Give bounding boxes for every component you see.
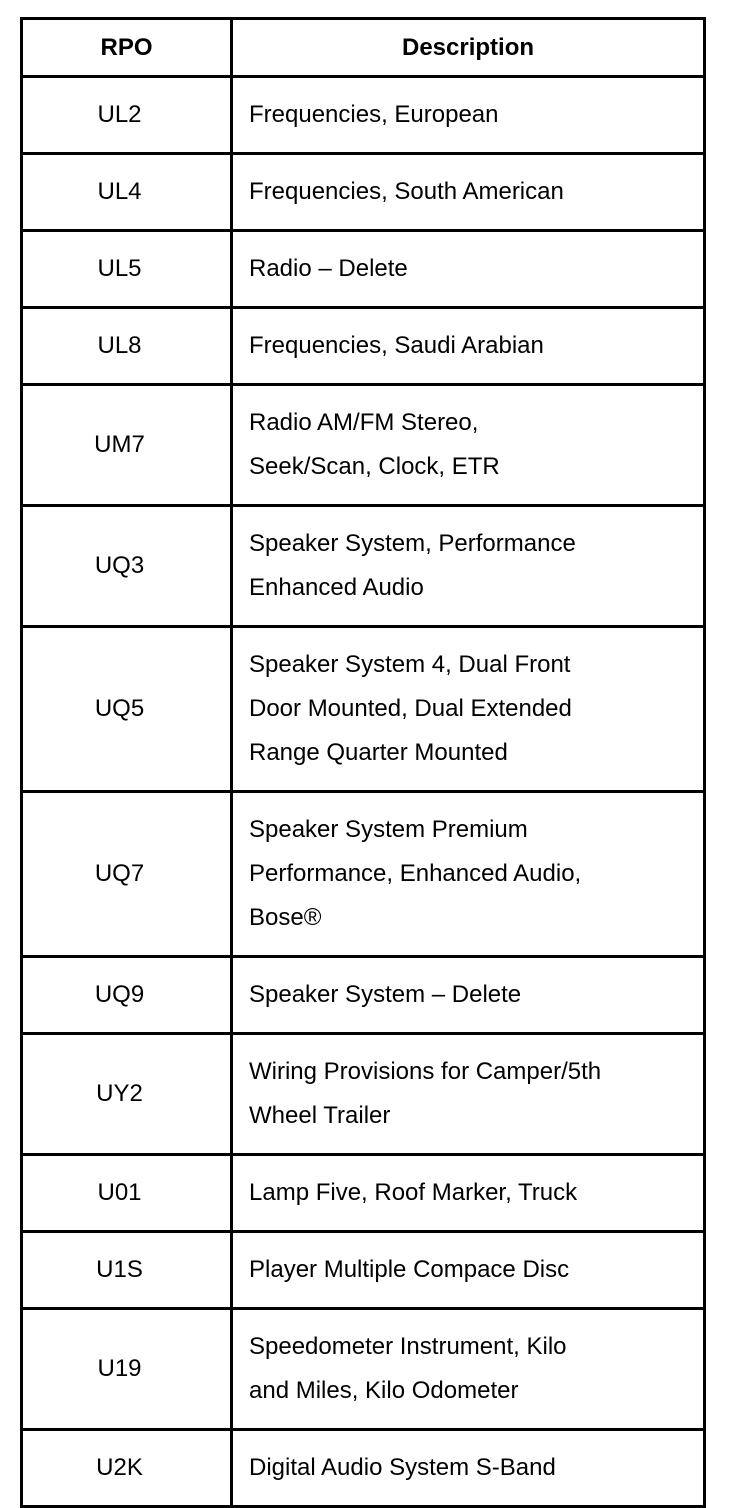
description-line: Radio – Delete <box>249 255 408 282</box>
description-line: Range Quarter Mounted <box>249 739 508 766</box>
description-line: Speaker System Premium <box>249 816 528 843</box>
description-cell <box>232 792 705 957</box>
description-line: Digital Audio System S-Band <box>249 1454 556 1481</box>
description-line: Door Mounted, Dual Extended <box>249 695 572 722</box>
rpo-code-cell: U1S <box>22 1232 232 1309</box>
table-row <box>22 308 705 385</box>
rpo-code-cell: UL4 <box>22 154 232 231</box>
description-line: Frequencies, European <box>249 101 499 128</box>
description-cell <box>232 1430 705 1507</box>
description-column-header: Description <box>232 19 705 77</box>
description-cell <box>232 154 705 231</box>
description-line: Speaker System, Performance <box>249 530 576 557</box>
table-row <box>22 385 705 506</box>
description-line: Player Multiple Compace Disc <box>249 1256 570 1283</box>
table-row <box>22 231 705 308</box>
description-cell <box>232 231 705 308</box>
table-row <box>22 1034 705 1155</box>
description-line: Enhanced Audio <box>249 574 424 601</box>
rpo-code-cell: UQ5 <box>22 627 232 792</box>
table-row <box>22 1309 705 1430</box>
table-row <box>22 1430 705 1507</box>
description-cell <box>232 627 705 792</box>
rpo-code-cell: U01 <box>22 1155 232 1232</box>
description-line: Bose® <box>249 904 322 931</box>
description-line: Lamp Five, Roof Marker, Truck <box>249 1179 578 1206</box>
rpo-code-cell: UQ3 <box>22 506 232 627</box>
rpo-code-cell: UL2 <box>22 77 232 154</box>
table-row <box>22 77 705 154</box>
table-row <box>22 627 705 792</box>
table-row <box>22 1155 705 1232</box>
table-row <box>22 154 705 231</box>
description-line: Speedometer Instrument, Kilo <box>249 1333 567 1360</box>
description-cell <box>232 77 705 154</box>
rpo-code-cell: UL8 <box>22 308 232 385</box>
table-body <box>22 77 705 1507</box>
description-cell <box>232 1232 705 1309</box>
description-cell <box>232 957 705 1034</box>
table-header <box>22 19 705 77</box>
description-line: Radio AM/FM Stereo, <box>249 409 479 436</box>
description-cell <box>232 1034 705 1155</box>
description-line: Seek/Scan, Clock, ETR <box>249 453 500 480</box>
description-cell <box>232 1309 705 1430</box>
description-line: and Miles, Kilo Odometer <box>249 1377 519 1404</box>
description-cell <box>232 308 705 385</box>
rpo-code-cell: UM7 <box>22 385 232 506</box>
header-row <box>22 19 705 77</box>
rpo-code-cell: U2K <box>22 1430 232 1507</box>
rpo-table <box>20 17 706 1508</box>
description-cell <box>232 385 705 506</box>
table-row <box>22 1232 705 1309</box>
table-row <box>22 792 705 957</box>
description-cell <box>232 506 705 627</box>
description-cell <box>232 1155 705 1232</box>
description-line: Performance, Enhanced Audio, <box>249 860 582 887</box>
description-line: Speaker System 4, Dual Front <box>249 651 571 678</box>
rpo-code-cell: UQ9 <box>22 957 232 1034</box>
description-line: Frequencies, South American <box>249 178 564 205</box>
rpo-column-header: RPO <box>22 19 232 77</box>
rpo-code-cell: UQ7 <box>22 792 232 957</box>
table-row <box>22 957 705 1034</box>
rpo-code-cell: UY2 <box>22 1034 232 1155</box>
description-line: Frequencies, Saudi Arabian <box>249 332 544 359</box>
description-line: Speaker System – Delete <box>249 981 522 1008</box>
rpo-code-cell: U19 <box>22 1309 232 1430</box>
description-line: Wiring Provisions for Camper/5th <box>249 1058 602 1085</box>
rpo-code-cell: UL5 <box>22 231 232 308</box>
description-line: Wheel Trailer <box>249 1102 391 1129</box>
table-row <box>22 506 705 627</box>
